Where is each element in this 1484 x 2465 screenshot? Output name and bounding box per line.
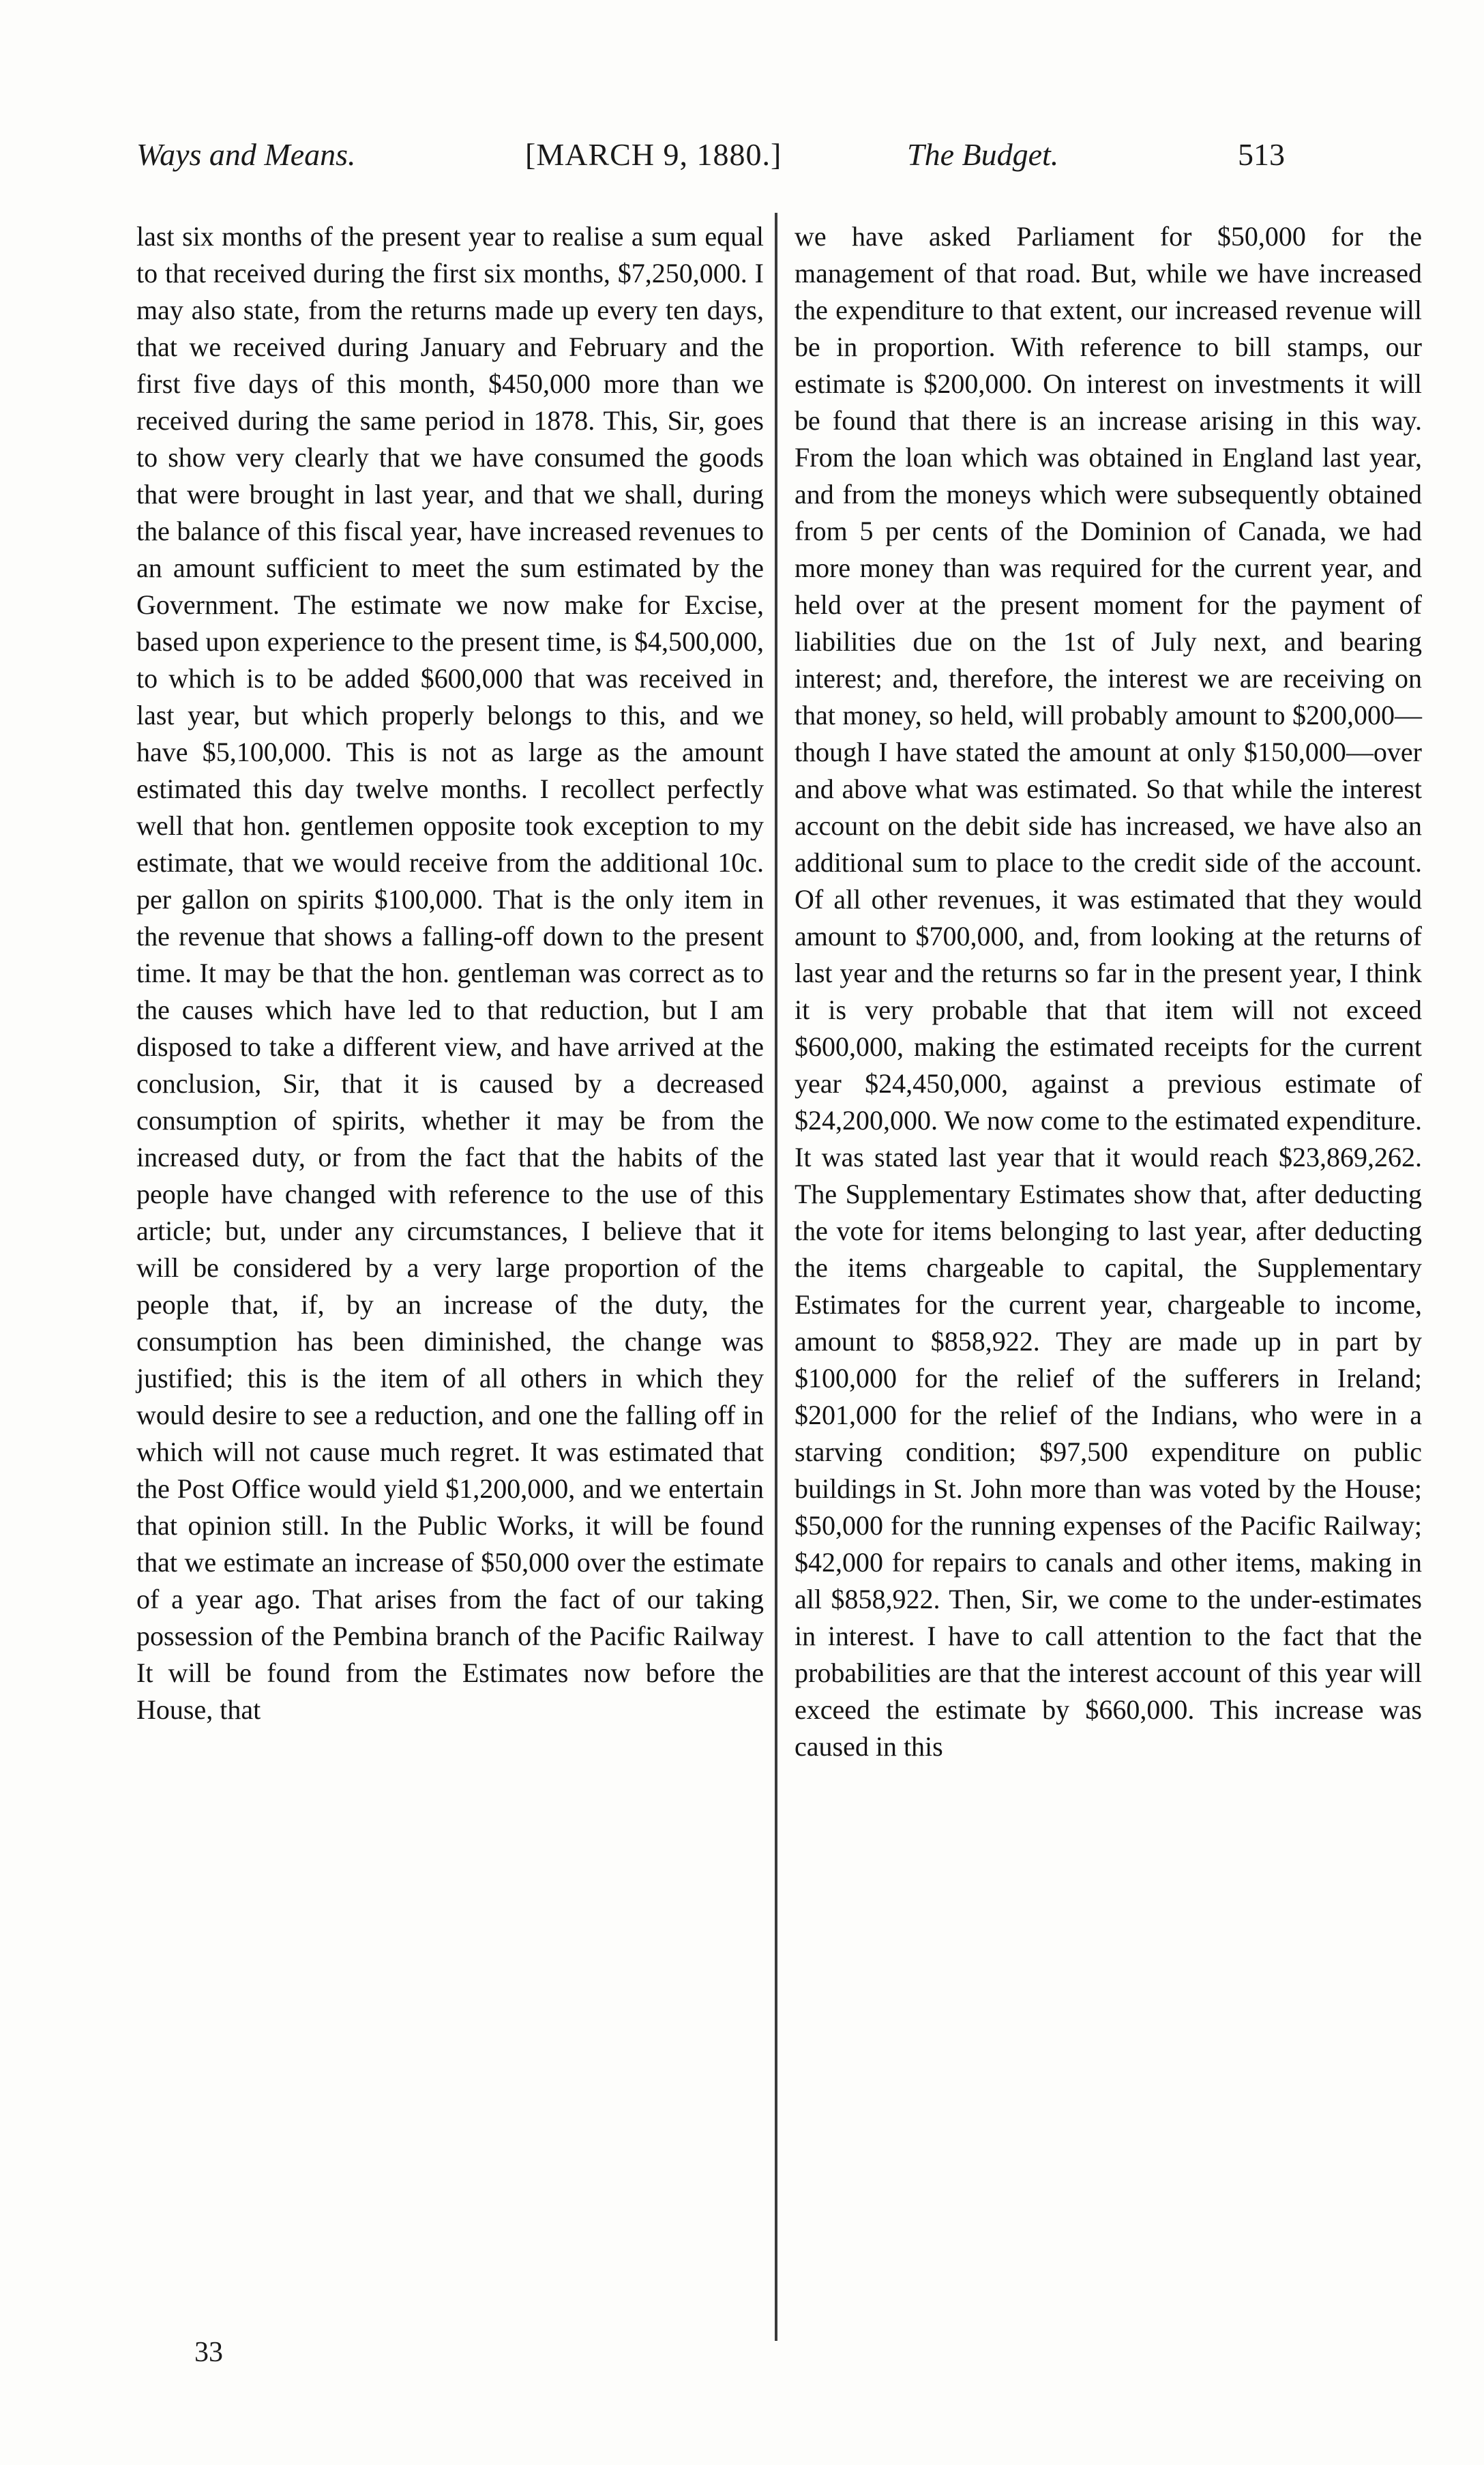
page-header: [0, 136, 1484, 198]
left-column-text: last six months of the present year to realise a sum equal to that received during the first six months, $7,250,000. I may also state, from the returns made up every ten days, that we received during January and February and the first five days of this month, $450,000 more than we received during the same period in 1878. This, Sir, goes to show very clearly that we have consumed the goods that were brought in last year, and that we shall, during the balance of this fiscal year, have increased revenues to an amount sufficient to meet the sum estimated by the Government. The estimate we now make for Excise, based upon experience to the present time, is $4,500,000, to which is to be added $600,000 that was received in last year, but which properly belongs to this, and we have $5,100,000. This is not as large as the amount estimated this day twelve months. I recollect perfectly well that hon. gentlemen opposite took exception to my estimate, that we would receive from the additional 10c. per gallon on spirits $100,000. That is the only item in the revenue that shows a falling-off down to the present time. It may be that the hon. gentleman was correct as to the causes which have led to that reduction, but I am disposed to take a different view, and have arrived at the conclusion, Sir, that it is caused by a decreased consumption of spirits, whether it may be from the increased duty, or from the fact that the habits of the people have changed with reference to the use of this article; but, under any circumstances, I believe that it will be considered by a very large proportion of the people that, if, by an increase of the duty, the consumption has been diminished, the change was justified; this is the item of all others in which they would desire to see a reduction, and one the falling off in which will not cause much regret. It was estimated that the Post Office would yield $1,200,000, and we entertain that opinion still. In the Public Works, it will be found that we estimate an increase of $50,000 over the estimate of a year ago. That arises from the fact of our taking possession of the Pembina branch of the Pacific Railway It will be found from the Estimates now before the House, that: [136, 221, 764, 1725]
column-divider: [775, 213, 777, 2341]
running-head-date: [MARCH 9, 1880.]: [525, 137, 782, 172]
page-number: 513: [1238, 137, 1285, 172]
signature-mark: 33: [194, 2337, 223, 2368]
running-head-left: Ways and Means.: [136, 137, 356, 172]
right-column-text: we have asked Parliament for $50,000 for the management of that road. But, while we have increased the expenditure to that extent, our increased revenue will be in proportion. With reference to bill stamps, our estimate is $200,000. On interest on investments it will be found that there is an increase arising in this way. From the loan which was obtained in England last year, and from the moneys which were subsequently obtained from 5 per cents of the Dominion of Canada, we had more money than was required for the current year, and held over at the present moment for the payment of liabilities due on the 1st of July next, and bearing interest; and, therefore, the interest we are receiving on that money, so held, will probably amount to $200,000—though I have stated the amount at only $150,000—over and above what was estimated. So that while the interest account on the debit side has increased, we have also an additional sum to place to the credit side of the account. Of all other revenues, it was estimated that they would amount to $700,000, and, from looking at the returns of last year and the returns so far in the present year, I think it is very probable that that item will not exceed $600,000, making the estimated receipts for the current year $24,450,000, against a previous estimate of $24,200,000. We now come to the estimated expenditure. It was stated last year that it would reach $23,869,262. The Supplementary Estimates show that, after deducting the vote for items belonging to last year, after deducting the items chargeable to capital, the Supplementary Estimates for the current year, chargeable to income, amount to $858,922. They are made up in part by $100,000 for the relief of the sufferers in Ireland; $201,000 for the relief of the Indians, who were in a starving condition; $97,500 expenditure on public buildings in St. John more than was voted by the House; $50,000 for the running expenses of the Pacific Railway; $42,000 for repairs to canals and other items, making in all $858,922. Then, Sir, we come to the under-estimates in interest. I have to call attention to the fact that the probabilities are that the interest account of this year will exceed the estimate by $660,000. This increase was caused in this: [795, 221, 1422, 1762]
running-head-topic: The Budget.: [907, 137, 1059, 172]
